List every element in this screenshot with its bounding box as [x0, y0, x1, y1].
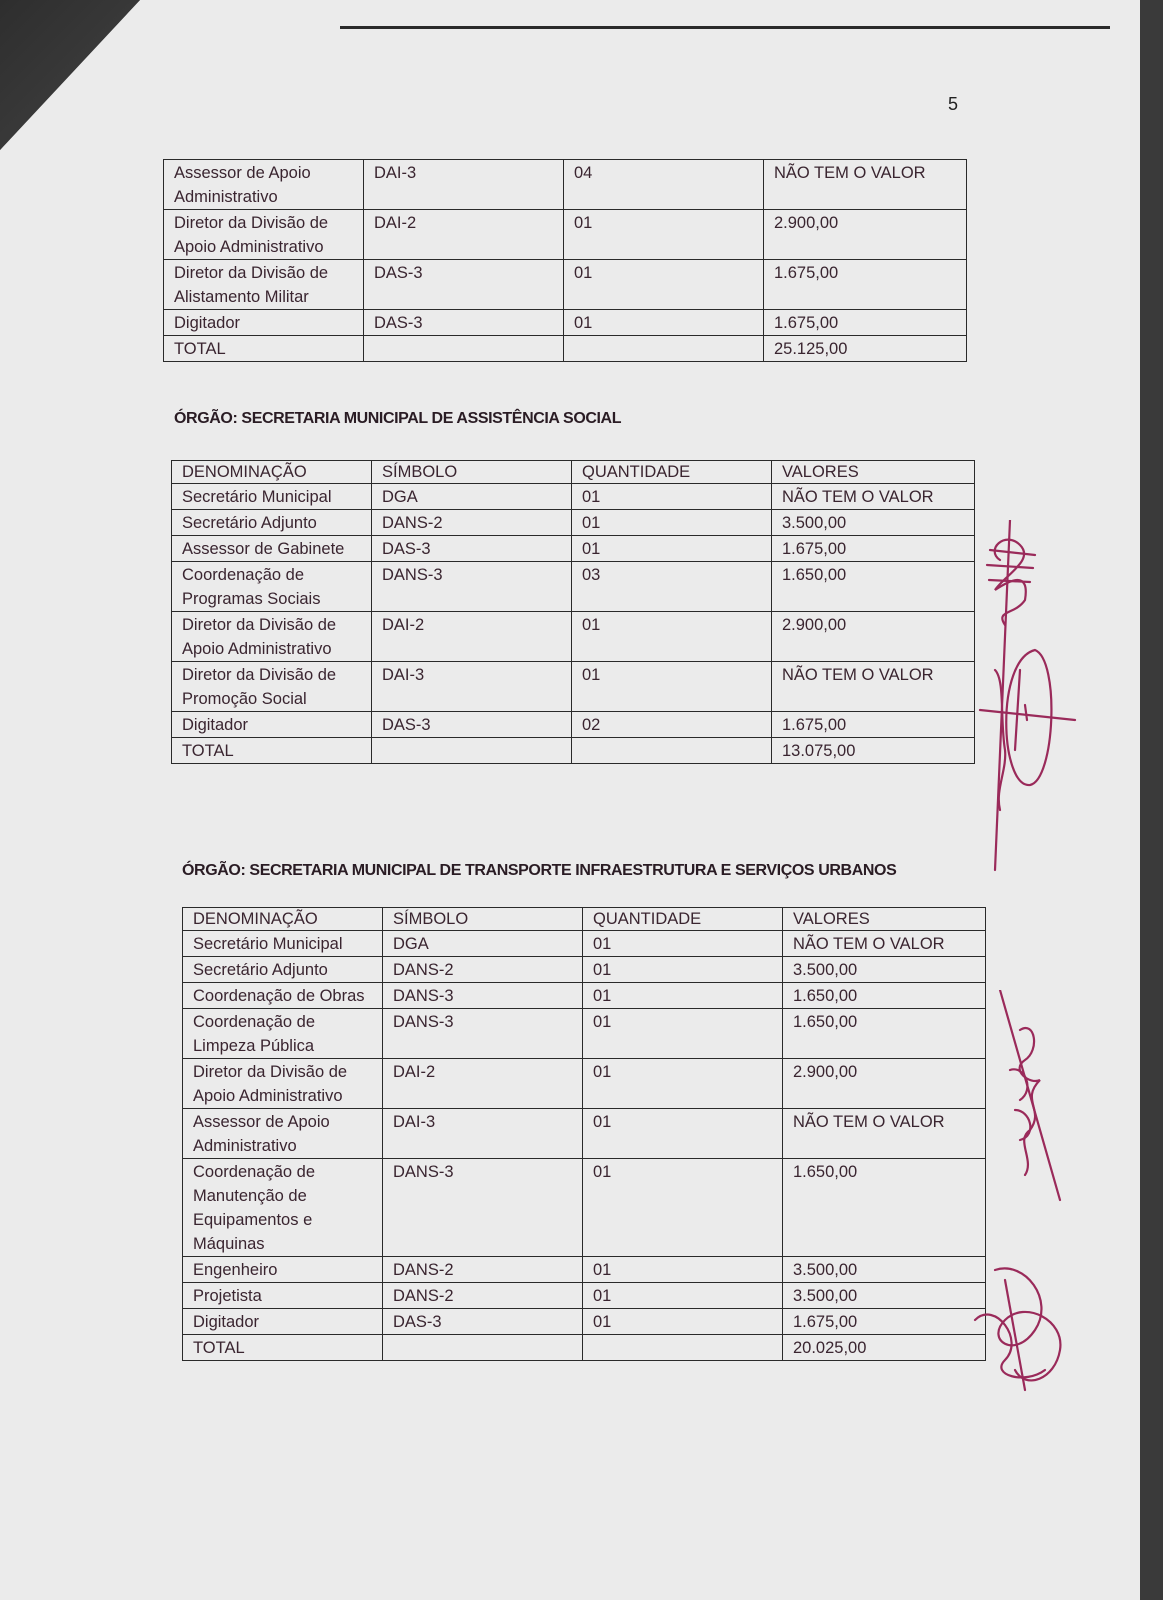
cell-empty [583, 1335, 783, 1361]
cell-valor: 1.675,00 [764, 310, 967, 336]
table-transporte-infraestrutura [182, 907, 986, 1361]
cell-simbolo: DAI-2 [364, 210, 564, 260]
signature-3 [965, 1260, 1085, 1400]
cell-denominacao: Diretor da Divisão de Apoio Administrativo [172, 612, 372, 662]
cell-empty [372, 738, 572, 764]
cell-simbolo: DAI-2 [372, 612, 572, 662]
cell-denominacao: Diretor da Divisão de Apoio Administrativo [183, 1059, 383, 1109]
column-header-quantidade: QUANTIDADE [583, 908, 783, 931]
column-header-valores: VALORES [772, 461, 975, 484]
cell-denominacao: Assessor de Gabinete [172, 536, 372, 562]
table-row [164, 310, 967, 336]
cell-denominacao: Digitador [164, 310, 364, 336]
table-row [183, 983, 986, 1009]
section-heading-transporte-infraestrutura: ÓRGÃO: SECRETARIA MUNICIPAL DE TRANSPORTE INFRAESTRUTURA E SERVIÇOS URBANOS [182, 862, 897, 879]
cell-quantidade: 01 [572, 612, 772, 662]
cell-denominacao: Coordenação de Obras [183, 983, 383, 1009]
cell-valor: 3.500,00 [772, 510, 975, 536]
table-total-row [172, 738, 975, 764]
cell-denominacao: Secretário Municipal [183, 931, 383, 957]
table-total-row [183, 1335, 986, 1361]
cell-valor: 2.900,00 [772, 612, 975, 662]
cell-quantidade: 01 [583, 1059, 783, 1109]
cell-empty [383, 1335, 583, 1361]
table-total-row [164, 336, 967, 362]
cell-valor: 1.675,00 [764, 260, 967, 310]
table-row [183, 931, 986, 957]
cell-valor: 3.500,00 [783, 957, 986, 983]
cell-simbolo: DANS-3 [383, 1159, 583, 1257]
table-row [183, 1009, 986, 1059]
cell-simbolo: DANS-2 [383, 1283, 583, 1309]
cell-quantidade: 01 [583, 1309, 783, 1335]
cell-simbolo: DANS-2 [372, 510, 572, 536]
cell-total-label: TOTAL [183, 1335, 383, 1361]
table-row [183, 1159, 986, 1257]
cell-simbolo: DAI-3 [372, 662, 572, 712]
cell-valor: 1.650,00 [772, 562, 975, 612]
cell-quantidade: 01 [583, 1109, 783, 1159]
cell-valor: 1.675,00 [772, 536, 975, 562]
table-header-row [172, 461, 975, 484]
cell-valor: 3.500,00 [783, 1283, 986, 1309]
table-row [172, 484, 975, 510]
cell-quantidade: 02 [572, 712, 772, 738]
table-continuation [163, 159, 967, 362]
column-header-quantidade: QUANTIDADE [572, 461, 772, 484]
table-row [183, 1283, 986, 1309]
cell-quantidade: 01 [583, 1257, 783, 1283]
cell-simbolo: DANS-2 [383, 1257, 583, 1283]
table-row [172, 562, 975, 612]
cell-valor: 1.650,00 [783, 1009, 986, 1059]
cell-empty [564, 336, 764, 362]
cell-denominacao: Diretor da Divisão de Apoio Administrativo [164, 210, 364, 260]
table-header-row [183, 908, 986, 931]
cell-valor: 1.650,00 [783, 1159, 986, 1257]
cell-denominacao: Secretário Adjunto [172, 510, 372, 536]
cell-valor: 3.500,00 [783, 1257, 986, 1283]
table-row [164, 260, 967, 310]
signature-2 [990, 990, 1070, 1210]
cell-valor: NÃO TEM O VALOR [783, 1109, 986, 1159]
cell-empty [364, 336, 564, 362]
cell-simbolo: DGA [383, 931, 583, 957]
cell-valor: NÃO TEM O VALOR [783, 931, 986, 957]
cell-empty [572, 738, 772, 764]
cell-valor: NÃO TEM O VALOR [772, 662, 975, 712]
cell-simbolo: DAS-3 [364, 310, 564, 336]
cell-denominacao: Projetista [183, 1283, 383, 1309]
cell-simbolo: DAS-3 [372, 712, 572, 738]
cell-quantidade: 01 [583, 1159, 783, 1257]
cell-simbolo: DAI-2 [383, 1059, 583, 1109]
cell-quantidade: 01 [572, 484, 772, 510]
cell-quantidade: 01 [583, 957, 783, 983]
table-row [172, 712, 975, 738]
cell-valor: 2.900,00 [764, 210, 967, 260]
cell-denominacao: Assessor de Apoio Administrativo [183, 1109, 383, 1159]
cell-simbolo: DANS-3 [372, 562, 572, 612]
cell-quantidade: 01 [583, 931, 783, 957]
column-header-simbolo: SÍMBOLO [383, 908, 583, 931]
cell-denominacao: Engenheiro [183, 1257, 383, 1283]
cell-denominacao: Coordenação de Manutenção de Equipamentos e Máquinas [183, 1159, 383, 1257]
cell-total-label: TOTAL [172, 738, 372, 764]
page-number: 5 [948, 94, 959, 114]
column-header-simbolo: SÍMBOLO [372, 461, 572, 484]
table-row [183, 957, 986, 983]
cell-quantidade: 04 [564, 160, 764, 210]
cell-denominacao: Coordenação de Limpeza Pública [183, 1009, 383, 1059]
cell-quantidade: 01 [583, 1283, 783, 1309]
cell-denominacao: Assessor de Apoio Administrativo [164, 160, 364, 210]
cell-quantidade: 01 [583, 983, 783, 1009]
column-header-denominacao: DENOMINAÇÃO [172, 461, 372, 484]
cell-simbolo: DAS-3 [364, 260, 564, 310]
table-row [172, 662, 975, 712]
column-header-denominacao: DENOMINAÇÃO [183, 908, 383, 931]
table-row [172, 612, 975, 662]
cell-quantidade: 01 [564, 260, 764, 310]
cell-simbolo: DANS-3 [383, 983, 583, 1009]
cell-total-value: 20.025,00 [783, 1335, 986, 1361]
cell-total-label: TOTAL [164, 336, 364, 362]
cell-denominacao: Digitador [183, 1309, 383, 1335]
cell-quantidade: 03 [572, 562, 772, 612]
cell-valor: 1.650,00 [783, 983, 986, 1009]
table-row [164, 210, 967, 260]
table-row [183, 1059, 986, 1109]
table-row [183, 1109, 986, 1159]
cell-valor: 1.675,00 [783, 1309, 986, 1335]
cell-denominacao: Diretor da Divisão de Promoção Social [172, 662, 372, 712]
cell-simbolo: DAI-3 [364, 160, 564, 210]
table-assistencia-social [171, 460, 975, 764]
cell-denominacao: Digitador [172, 712, 372, 738]
cell-total-value: 13.075,00 [772, 738, 975, 764]
cell-quantidade: 01 [564, 310, 764, 336]
cell-valor: 2.900,00 [783, 1059, 986, 1109]
cell-denominacao: Coordenação de Programas Sociais [172, 562, 372, 612]
cell-simbolo: DANS-3 [383, 1009, 583, 1059]
table-row [172, 510, 975, 536]
cell-valor: NÃO TEM O VALOR [772, 484, 975, 510]
cell-quantidade: 01 [572, 510, 772, 536]
cell-valor: 1.675,00 [772, 712, 975, 738]
cell-denominacao: Secretário Municipal [172, 484, 372, 510]
table-row [172, 536, 975, 562]
cell-simbolo: DAI-3 [383, 1109, 583, 1159]
cell-quantidade: 01 [583, 1009, 783, 1059]
cell-valor: NÃO TEM O VALOR [764, 160, 967, 210]
signature-1 [975, 520, 1085, 880]
cell-simbolo: DAS-3 [383, 1309, 583, 1335]
cell-simbolo: DGA [372, 484, 572, 510]
table-row [164, 160, 967, 210]
cell-simbolo: DANS-2 [383, 957, 583, 983]
table-row [183, 1257, 986, 1283]
cell-denominacao: Secretário Adjunto [183, 957, 383, 983]
cell-quantidade: 01 [572, 662, 772, 712]
cell-quantidade: 01 [572, 536, 772, 562]
column-header-valores: VALORES [783, 908, 986, 931]
table-row [183, 1309, 986, 1335]
cell-total-value: 25.125,00 [764, 336, 967, 362]
cell-denominacao: Diretor da Divisão de Alistamento Militar [164, 260, 364, 310]
cell-quantidade: 01 [564, 210, 764, 260]
section-heading-assistencia-social: ÓRGÃO: SECRETARIA MUNICIPAL DE ASSISTÊNCIA SOCIAL [174, 410, 622, 427]
cell-simbolo: DAS-3 [372, 536, 572, 562]
top-rule [340, 26, 1110, 29]
